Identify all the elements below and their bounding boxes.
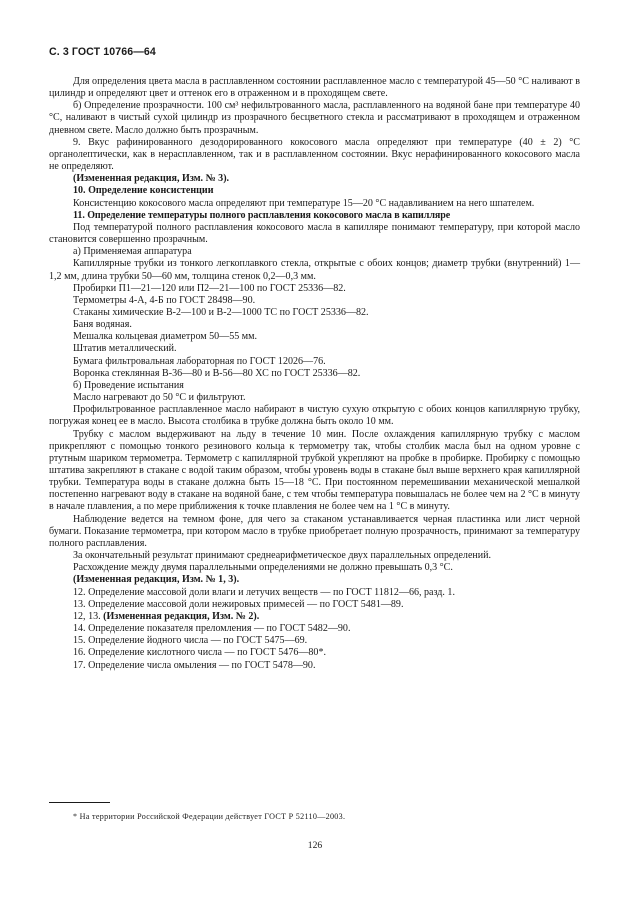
paragraph-filling-tube: Профильтрованное расплавленное масло набирают в чистую сухую открытую с обоих концов капиллярную трубку, погружая конец ее в масло. Высота столбика в трубке должна быть около 10 мм.	[49, 404, 580, 428]
paragraph-transparency: б) Определение прозрачности. 100 см³ нефильтрованного масла, расплавленного на водяной бане при температуре 40 °С, наливают в чистый сухой цилиндр из прозрачного бесцветного стекла и рассматривают в проходящем и отраженном дневном свете. Масло должно быть прозрачным.	[49, 100, 580, 136]
list-item-capillary-tubes: Капиллярные трубки из тонкого легкоплавкого стекла, открытые с обоих концов; диаметр трубки (внутренний) 1—1,2 мм, длина трубки 50—60 мм, толщина стенок 0,2—0,3 мм.	[49, 258, 580, 282]
amendment-note-12-13: 12, 13. (Измененная редакция, Изм. № 2).	[73, 610, 260, 622]
section-heading-melting-point: 11. Определение температуры полного расплавления кокосового масла в капилляре	[73, 209, 451, 221]
subheading-procedure: б) Проведение испытания	[73, 379, 184, 391]
footnote: * На территории Российской Федерации действует ГОСТ Р 52110—2003.	[73, 812, 346, 821]
list-item-moisture: 12. Определение массовой доли влаги и летучих веществ — по ГОСТ 11812—66, разд. 1.	[73, 586, 455, 598]
list-item-water-bath: Баня водяная.	[73, 319, 132, 331]
paragraph-final-result: За окончательный результат принимают среднеарифметическое двух параллельных определений.	[73, 550, 492, 562]
amendment-note-bold: (Измененная редакция, Изм. № 2).	[103, 610, 260, 622]
list-item-acid-number: 16. Определение кислотного числа — по ГОСТ 5476—80*.	[73, 647, 326, 659]
paragraph-tolerance: Расхождение между двумя параллельными определениями не должно превышать 0,3 °С.	[73, 562, 453, 574]
paragraph-consistency: Консистенцию кокосового масла определяют при температуре 15—20 °С надавливанием на него шпателем.	[73, 197, 535, 209]
list-item-beakers: Стаканы химические В-2—100 и В-2—1000 ТС по ГОСТ 25336—82.	[73, 306, 369, 318]
subheading-apparatus: а) Применяемая аппаратура	[73, 246, 192, 258]
footnote-divider	[49, 802, 110, 803]
document-body	[49, 76, 580, 672]
paragraph-taste: 9. Вкус рафинированного дезодорированного кокосового масла определяют при температуре (40 ± 2) °С органолептически, как в нерасплавленном, так и в расплавленном состоянии. Вкус нерафинированного кокосового масла не определяют.	[49, 136, 580, 173]
list-item-stand: Штатив металлический.	[73, 343, 177, 355]
list-item-stirrer: Мешалка кольцевая диаметром 50—55 мм.	[73, 331, 258, 343]
paragraph-procedure-details: Трубку с маслом выдерживают на льду в течение 10 мин. После охлаждения капиллярную трубку с маслом прикрепляют с помощью тонкого резинового кольца к термометру так, чтобы столбик масла был на одном уровне с ртутным шариком термометра. Термометр с капиллярной трубкой укрепляют на пробке в пробирке. Пробирку с помощью штатива закрепляют в стакане с водой таким образом, чтобы уровень воды в стакане был выше верхнего края капиллярной трубки. Температура воды в стакане должна быть 15—18 °С. При постоянном перемешивании механической мешалкой постепенно нагревают воду в стакане на водяной бане, с тем чтобы температура повышалась не более чем на 2 °С в минуту в начале плавления, а по мере приближения к точке плавления не более чем на 1 °С в минуту.	[49, 428, 580, 513]
list-item-impurities: 13. Определение массовой доли нежировых примесей — по ГОСТ 5481—89.	[73, 598, 404, 610]
list-item-refractive-index: 14. Определение показателя преломления — по ГОСТ 5482—90.	[73, 623, 351, 635]
page-number: 126	[307, 840, 323, 851]
list-item-funnel: Воронка стеклянная В-36—80 и В-56—80 ХС по ГОСТ 25336—82.	[73, 367, 361, 379]
amendment-note: (Измененная редакция, Изм. № 3).	[73, 173, 230, 185]
section-heading-consistency: 10. Определение консистенции	[73, 185, 214, 197]
list-item-thermometers: Термометры 4-А, 4-Б по ГОСТ 28498—90.	[73, 294, 256, 306]
paragraph-melting-definition: Под температурой полного расплавления кокосового масла в капилляре понимают температуру, при которой масло становится совершенно прозрачным.	[49, 221, 580, 246]
page-header: С. 3 ГОСТ 10766—64	[49, 46, 156, 58]
paragraph-heating: Масло нагревают до 50 °С и фильтруют.	[73, 392, 246, 404]
list-item-test-tubes: Пробирки П1—21—120 или П2—21—100 по ГОСТ 25336—82.	[73, 282, 346, 294]
paragraph-observation: Наблюдение ведется на темном фоне, для чего за стаканом устанавливается черная пластинка или лист черной бумаги. Показание термометра, при котором масло в трубке приобретает полную прозрачность, принимают за температуру полного расплавления.	[49, 513, 580, 549]
paragraph-color-determination: Для определения цвета масла в расплавленном состоянии расплавленное масло с температурой 45—50 °С наливают в цилиндр и определяют цвет и оттенок его в отраженном и в проходящем свете.	[49, 76, 580, 100]
list-item-saponification-number: 17. Определение числа омыления — по ГОСТ 5478—90.	[73, 659, 316, 671]
amendment-note: (Измененная редакция, Изм. № 1, 3).	[73, 574, 240, 586]
list-item-iodine-number: 15. Определение йодного числа — по ГОСТ 5475—69.	[73, 635, 308, 647]
list-item-filter-paper: Бумага фильтровальная лабораторная по ГОСТ 12026—76.	[73, 355, 326, 367]
